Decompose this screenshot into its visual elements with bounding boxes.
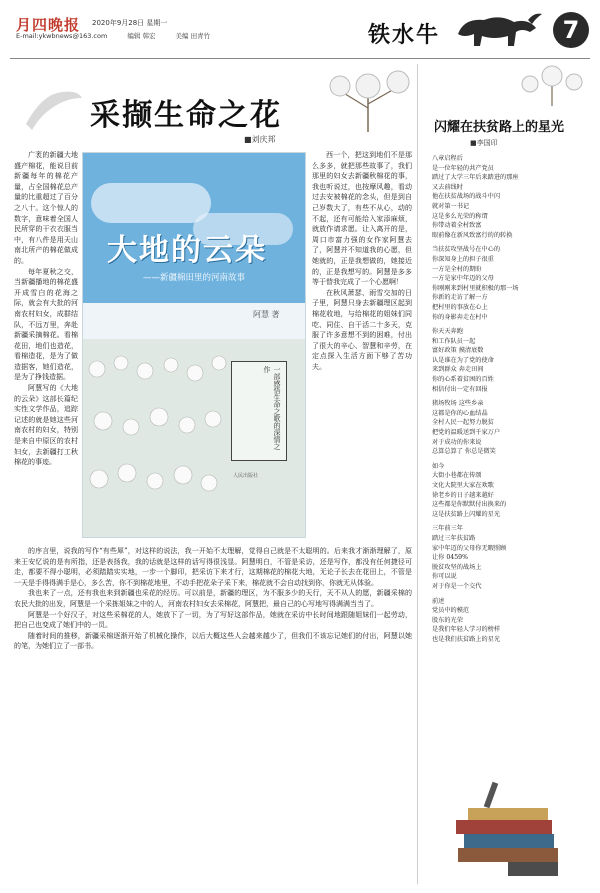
book-publisher: 人民出版社 [233,473,259,479]
contact-line [16,31,228,40]
masthead [0,0,600,56]
poem-byline: ■李国印 [470,139,498,147]
poem-line: 股东的光荣 [432,616,463,624]
cotton-illustration-icon [318,64,418,132]
poem-line: 党员中的模范 [432,607,470,615]
header-divider [10,58,590,59]
book-title: 大地的云朵 [107,233,267,268]
page-number: 7 [553,12,589,48]
poem-stanza [432,245,588,322]
poem-stanza [432,154,588,240]
poem-line: 踏过了大学三年后来踏进的那座 [432,174,519,182]
poem-line: 对于你是一个交代 [432,582,482,590]
book-subtitle: ——新疆棉田里的河南故事 [143,273,246,283]
poem-line: 来到群众 奔走田间 [432,366,484,374]
poem-line: 你的身影奔走在村中 [432,313,488,321]
section-title: 铁水牛 [368,22,441,48]
poem-line: 大街小巷都在传颂 [432,472,482,480]
paragraph: 在秋风萧瑟、雨雪交加的日子里，阿慧只身去新疆理区起到棉花收地，与给棉花的姐妹们同吃、同住、自干活二十多天，克服了许多意想不到的困难，付出了很大的辛心、智慧和辛劳，在定点探入生活方面下够了苦功夫。 [312,288,412,371]
brush-decoration-icon [22,84,86,134]
newspaper-logo: 月四晚报 [16,16,81,34]
poem-line: 一方是家中年迈的父母 [432,275,494,283]
poem-stanza [432,399,588,457]
poem-line: 当扶贫攻坚战号在中心的 [432,246,501,254]
poem-line: 眼前像在新风致富行的的转换 [432,231,513,239]
poem-line: 是我们年轻人学习的榜样 [432,626,501,634]
paragraph: 每年夏秋之交，当新疆播地的棉花盛开成雪白的花海之际，就会有大批的河南农村妇女，成群结队，不远万里，奔赴新疆采摘棉花。看棉花田，地们也造花，看棉造花，是为了做造据客，她们造花，是为了挣钱造据。 [14,267,78,382]
article-title: 采撷生命之花 [90,98,282,133]
poem-line: 三年前三年 [432,525,463,533]
poem-line: 把村里的事放在心上 [432,303,488,311]
editor-text: 编辑 韩宏 [127,32,156,40]
paragraph: 我也来了一点，还有我也来到新疆也采花的经历。可以前是，新疆的理区，为不服多少的天行，天不从人的愿，新疆采棉的农民大批的出发，阿慧是一个采拣姐妹之中的人，河南农村妇女去采棉花，阿慧把，最自己的心写地写得满满当当了。 [14,589,412,608]
poem-line: 文化大院里大家在欢歌 [432,482,494,489]
cloud-shape [91,183,211,223]
poem-line: 一方是全村的期盼 [432,265,482,273]
poem-line: 你新的走访了解一方 [432,294,488,302]
poem-line: 富好政策 摸清底数 [432,347,484,355]
paragraph: 的序言里，说我的写作“有些犀”，对这样的说法，我一开始不太理解，觉得自己就是不太聪明的。后来我才渐渐理解了，原来王安忆说的是有所指，还是表扬我，我的话就是这样的话写得很浅显。阿慧明白，不管是采访，还是写作，都没有任何捷径可走，都要不得小聪明，必须踏踏实实地，一步一个脚印，把采访下来才行，这期棉花的棉花大地，无论子长去在花田上，不管是一天是手得得满手是心，多么苦，你不到棉花地里，不动手把花朵子采下来，棉花就不会自动找到你，你就无从体验。 [14,547,412,587]
poem-line: 踏过三年扶贫路 [432,534,476,542]
article-column-a [14,150,78,542]
poem-line: 你天天奔跑 [432,328,463,336]
poem-stanza [432,327,588,394]
poem-line: 徐老乡的日子越来越好 [432,491,494,499]
date-line: 2020年9月28日 星期一 [92,19,168,27]
poem-stanza [432,597,588,645]
poem-line: 这都是你的心血结晶 [432,409,488,417]
poem-line: 八章启程后 [432,155,463,162]
paragraph: 阿慧写的《大地的云朵》这部长篇纪实性文学作品，追踪记述的就是她这些河南农村的妇女，特别是来自中原区的农村妇女，去新疆打工秋棉花的事迹。 [14,384,78,467]
poem-line: 这些都是你默默付出换来的 [432,501,507,509]
poem-line: 就对第一书记 [432,202,470,210]
poem-line: 你的心系着贫困的百姓 [432,376,494,384]
poem-line: 把党的温暖送到千家万户 [432,429,501,437]
article-byline: ■刘庆邦 [244,135,276,144]
poem-line: 你可以说 [432,573,457,581]
poem-stanza [432,462,588,520]
poem-line: 全村人民一起努力脱贫 [432,419,494,427]
poem-line: 让你 0459% [432,554,468,562]
column-divider [417,64,418,884]
poem-line: 脱贫攻坚的战场上 [432,563,482,571]
poem-line: 这是多么光荣的称谓 [432,212,488,220]
poem-title: 闪耀在扶贫路上的星光 [434,120,565,135]
poem-line: 和工作队员一起 [432,337,476,345]
book-author: 阿慧 著 [253,310,280,319]
paragraph: 西一个，把这到地们不是那么多多，就把那些故事了，我们那里的妇女去新疆秋棉花的事，我也听说过，也按摩风趣，看动过去安被棉花的念头，但是到自己岁数大了，有些不从心，动的不起，还有可能给入家添麻烦，就放作请求愿。让入离开的是，周口市富力强的女作家阿慧去了，阿慧并不知道我的心愿，但她就的，正是我想做的，她接近的，正是我想写的。阿慧是多多等于替我完成了一个心愿啊！ [312,151,412,287]
poem-line: 也是我们扶贫路上的星光 [432,635,501,643]
poem-stanza [432,524,588,591]
cotton-illustration-icon [516,62,588,106]
article-column-wide [14,546,412,866]
paragraph: 广袤的新疆大地盛产棉花，能说目前新疆每年的棉花产量，占全国棉花总产量的比重超过了百分之八十。这个惊人的数字，意味着全国人民所穿的干衣衣服当中，有八件是用天山南北所产的棉花做成的。 [14,151,78,265]
poem-line: 又去前线时 [432,183,463,191]
paragraph: 阿慧是一个好汉子，对这些采棉花的人，她放下了一切，为了写好这部作品，她就在采访中长时间地跟随姐妹们一起劳动，把自己也变成了她们中的一员。 [14,610,412,630]
poem-line: 是一位年轻的共产党员 [432,164,494,172]
poem-line: 你带动着全村致富 [432,222,482,230]
poem-line: 你深知身上的担子很重 [432,255,494,263]
book-tagline: 一部感悟生命之歌的深情之作 [231,361,287,461]
poem-line: 猪场牧场 这些乡亲 [432,400,484,408]
paragraph: 随着时间的推移，新疆采棉逐渐开始了机械化操作，以后大概这些人会越来越少了，但我们不该忘记她们的付出，阿慧以她的笔，为她们立了一部书。 [14,631,412,651]
poem-line: 对于成功的你来说 [432,438,482,446]
poem-line: 你刚刚来到村里就积极的那一场 [432,284,519,292]
poem-line: 这是扶贫路上闪耀的星光 [432,510,501,518]
stacked-books-icon [448,778,568,882]
bull-icon [450,4,546,52]
poem-line: 总算总算了 你总是微笑 [432,448,496,456]
proof-text: 美编 田青竹 [175,32,211,40]
poem-line: 相信付出一定有回报 [432,385,488,393]
poem-line: 家中年迈的父母你无暇照顾 [432,544,507,552]
poem-body [432,154,588,650]
poem-line: 如今 [432,462,445,470]
poem-line: 认是谁在为了党的使命 [432,356,494,364]
book-cover-image [82,152,306,538]
poem-line: 前述 [432,597,445,605]
article-column-b [312,150,412,542]
email-text: E-mail:ykwbnews@163.com [16,32,108,40]
poem-line: 他在扶贫战场的战斗中闪 [432,193,501,201]
